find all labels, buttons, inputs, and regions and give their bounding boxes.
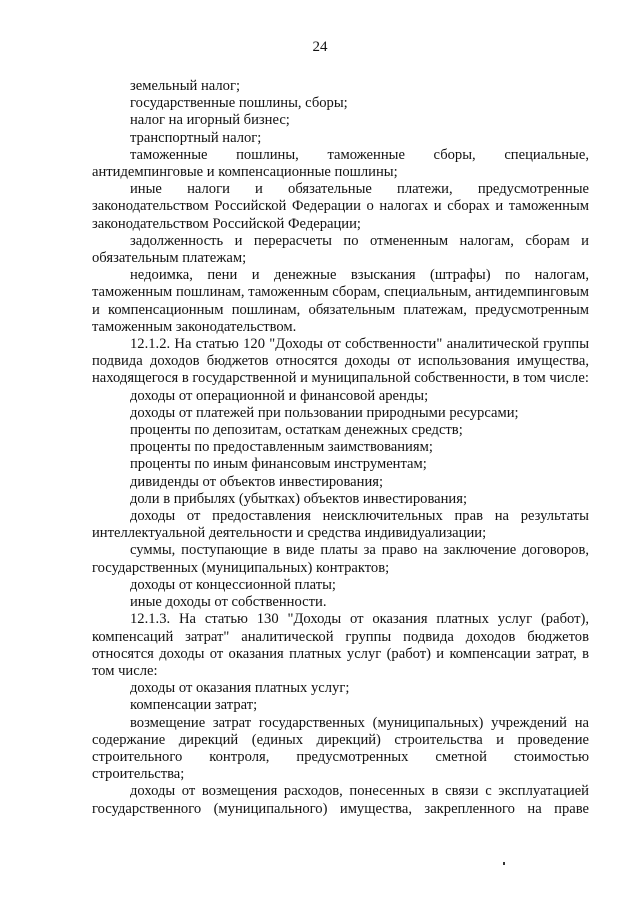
paragraph: иные налоги и обязательные платежи, предусмотренные законодательством Российской Федерации о налогах и сборах и таможенным законодательством Российской Федерации; xyxy=(92,181,589,232)
paragraph: иные доходы от собственности. xyxy=(130,594,327,611)
paragraph: возмещение затрат государственных (муниципальных) учреждений на содержание дирекций (единых дирекций) строительства и проведение строительного контроля, предусмотренных сметной стоимостью строительства; xyxy=(92,714,589,783)
paragraph: таможенные пошлины, таможенные сборы, специальные, антидемпинговые и компенсационные пошлины; xyxy=(92,146,589,181)
paragraph: государственные пошлины, сборы; xyxy=(130,95,348,112)
paragraph: дивиденды от объектов инвестирования; xyxy=(130,473,384,490)
paragraph: задолженность и перерасчеты по отмененным налогам, сборам и обязательным платежам; xyxy=(92,232,589,267)
paragraph: недоимка, пени и денежные взыскания (штрафы) по налогам, таможенным пошлинам, таможенным сборам, специальным, антидемпинговым и компенсационным пошлинам, обязательным платежам, предусмотренным таможенным законодательством. xyxy=(92,267,589,335)
paragraph: доли в прибылях (убытках) объектов инвестирования; xyxy=(130,490,468,507)
paragraph: доходы от операционной и финансовой аренды; xyxy=(130,387,429,404)
paragraph: доходы от возмещения расходов, понесенных в связи с эксплуатацией государственного (муниципального) имущества, закрепленного на праве xyxy=(92,783,589,817)
scan-speck xyxy=(503,862,505,865)
paragraph: проценты по иным финансовым инструментам; xyxy=(130,456,427,473)
paragraph: компенсации затрат; xyxy=(130,697,258,714)
paragraph: транспортный налог; xyxy=(130,129,262,146)
paragraph: доходы от предоставления неисключительных прав на результаты интеллектуальной деятельности и средства индивидуализации; xyxy=(92,508,589,542)
paragraph: доходы от платежей при пользовании природными ресурсами; xyxy=(130,404,519,421)
paragraph: 12.1.2. На статью 120 "Доходы от собственности" аналитической группы подвида доходов бюджетов относятся доходы от использования имущества, находящегося в государственной и муниципальной собственности, в том числе: xyxy=(92,336,589,387)
document-body xyxy=(92,78,589,818)
paragraph: доходы от оказания платных услуг; xyxy=(130,680,350,697)
paragraph: земельный налог; xyxy=(130,78,241,94)
paragraph: проценты по предоставленным заимствованиям; xyxy=(130,439,433,456)
page-number: 24 xyxy=(312,39,328,55)
paragraph: налог на игорный бизнес; xyxy=(130,112,290,129)
paragraph: 12.1.3. На статью 130 "Доходы от оказания платных услуг (работ), компенсаций затрат" аналитической группы подвида доходов бюджетов относятся доходы от оказания платных услуг (работ) и компенсации затрат, в том числе: xyxy=(92,611,589,679)
paragraph: доходы от концессионной платы; xyxy=(130,576,336,593)
paragraph: проценты по депозитам, остаткам денежных средств; xyxy=(130,422,463,439)
paragraph: суммы, поступающие в виде платы за право на заключение договоров, государственных (муниципальных) контрактов; xyxy=(92,542,589,576)
